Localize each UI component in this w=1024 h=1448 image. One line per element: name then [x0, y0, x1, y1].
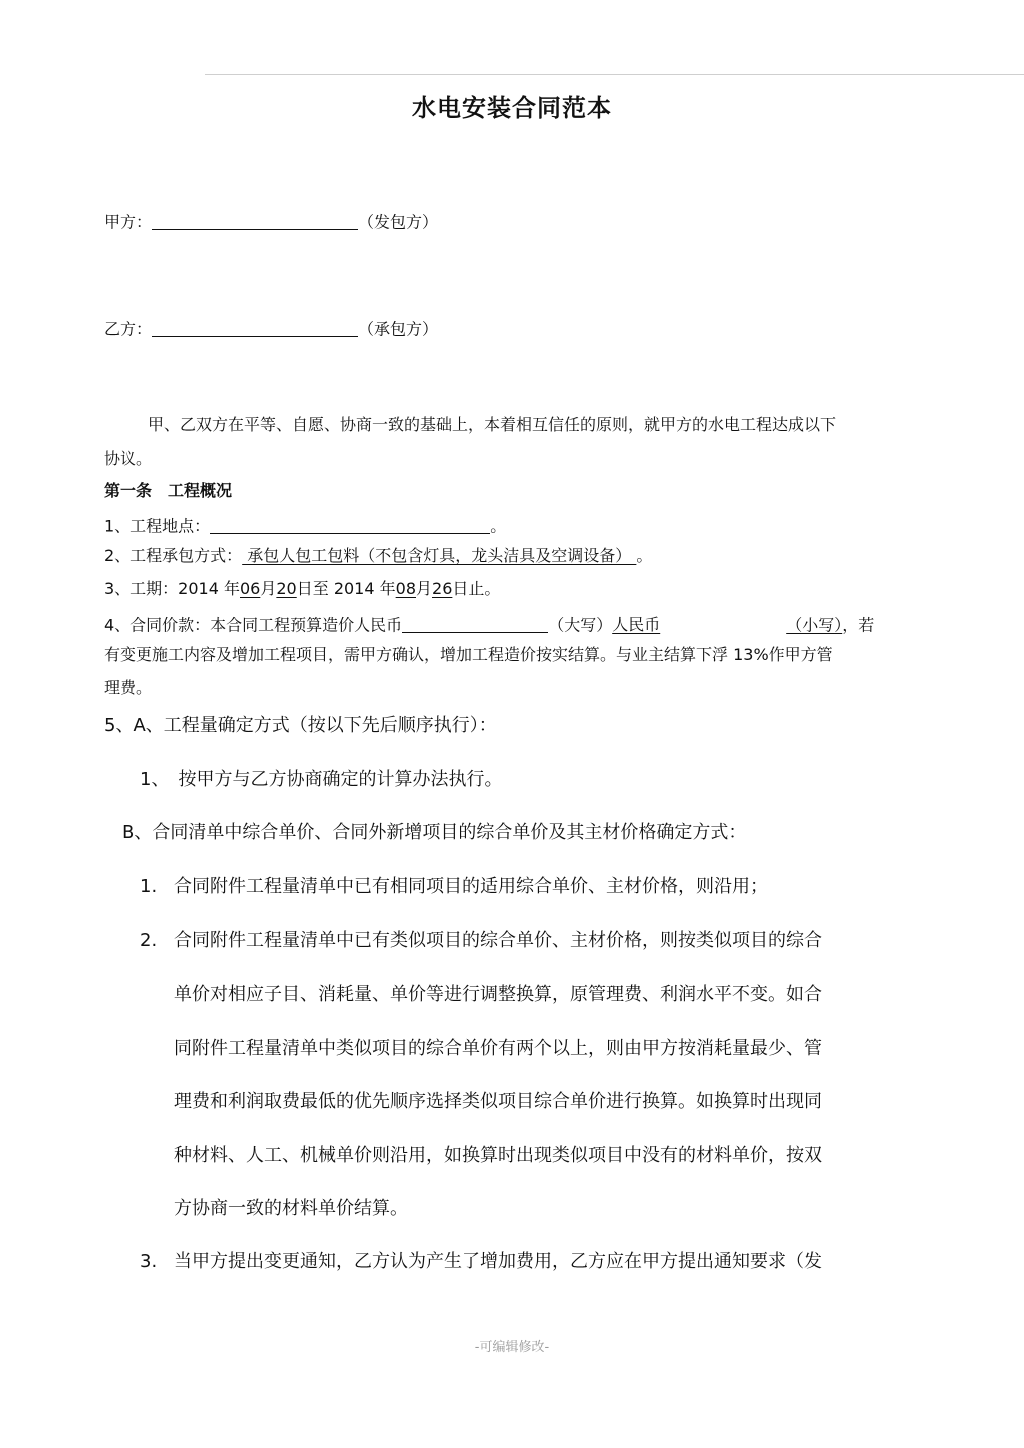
item-1-label: 1、工程地点： — [104, 516, 211, 536]
b-point-1 — [140, 878, 157, 896]
price-lowercase-field — [612, 617, 786, 633]
b-point-2-line: 合同附件工程量清单中已有类似项目的综合单价、主材价格，则按类似项目的综合 — [174, 930, 822, 951]
b-point-3-number: 3. — [140, 1251, 158, 1272]
price-uppercase-blank[interactable] — [402, 614, 548, 633]
intro-line-2: 协议。 — [104, 449, 153, 468]
party-a-line — [104, 211, 438, 230]
item-1-end: 。 — [490, 516, 507, 536]
item-4-line-2: 有变更施工内容及增加工程项目，需甲方确认，增加工程造价按实结算。与业主结算下浮 13%作甲方管 — [104, 645, 833, 664]
article-1-heading: 第一条 工程概况 — [104, 481, 233, 500]
contract-mode-value: 承包人包工包料（不包含灯具，龙头洁具及空调设备） — [242, 546, 637, 565]
page-footer: -可编辑修改- — [474, 1340, 550, 1355]
b-point-1-number: 1. — [140, 876, 158, 897]
item-2-contract-mode — [104, 548, 652, 564]
b-point-3-text: 当甲方提出变更通知，乙方认为产生了增加费用，乙方应在甲方提出通知要求（发 — [174, 1251, 822, 1272]
item-5a-point-1: 1、 按甲方与乙方协商确定的计算办法执行。 — [140, 769, 503, 790]
b-point-2-line: 单价对相应子目、消耗量、单价等进行调整换算，原管理费、利润水平不变。如合 — [174, 984, 822, 1005]
party-b-blank[interactable] — [152, 318, 358, 337]
party-a-role: （发包方） — [358, 212, 439, 232]
item-4-prefix: 4、合同价款：本合同工程预算造价人民币 — [104, 615, 403, 635]
location-blank[interactable] — [210, 515, 490, 534]
b-point-1-text: 合同附件工程量清单中已有相同项目的适用综合单价、主材价格，则沿用； — [174, 876, 768, 897]
item-3-month-label: 月 — [260, 579, 277, 598]
b-point-2-line: 理费和利润取费最低的优先顺序选择类似项目综合单价进行换算。如换算时出现同 — [174, 1091, 822, 1112]
item-3-to: 日至 2014 年 — [296, 579, 396, 598]
item-2-label: 2、工程承包方式： — [104, 546, 243, 565]
party-a-label: 甲方： — [104, 212, 153, 232]
lowercase-label: （小写） — [786, 615, 843, 635]
party-b-role: （承包方） — [358, 319, 439, 339]
item-1-location — [104, 515, 506, 534]
b-point-2-line: 种材料、人工、机械单价则沿用，如换算时出现类似项目中没有的材料单价，按双 — [174, 1145, 822, 1166]
item-3-prefix: 3、工期：2014 年 — [104, 579, 240, 598]
end-day: 26 — [432, 579, 453, 598]
uppercase-label: （大写） — [548, 615, 613, 635]
start-day: 20 — [276, 579, 297, 598]
party-b-label: 乙方： — [104, 319, 153, 339]
item-4-line-3: 理费。 — [104, 678, 153, 697]
rmb-label: 人民币 — [612, 615, 661, 635]
item-5a-heading: 5、A、工程量确定方式（按以下先后顺序执行）： — [104, 715, 497, 736]
item-3-duration — [104, 581, 500, 597]
item-2-end: 。 — [636, 546, 653, 565]
item-3-month-label-2: 月 — [416, 579, 433, 598]
item-5b-heading: B、合同清单中综合单价、合同外新增项目的综合单价及其主材价格确定方式： — [122, 822, 747, 843]
b-point-2-line: 同附件工程量清单中类似项目的综合单价有两个以上，则由甲方按消耗量最少、管 — [174, 1038, 822, 1059]
party-b-line — [104, 318, 438, 337]
item-4-tail: ，若 — [842, 615, 875, 635]
end-month: 08 — [395, 579, 416, 598]
start-month: 06 — [240, 579, 261, 598]
b-point-2-line: 方协商一致的材料单价结算。 — [174, 1198, 408, 1219]
document-title: 水电安装合同范本 — [412, 94, 612, 122]
header-rule — [205, 74, 1024, 75]
item-4-price — [104, 614, 874, 633]
intro-line-1: 甲、乙双方在平等、自愿、协商一致的基础上，本着相互信任的原则，就甲方的水电工程达成以下 — [148, 415, 837, 434]
party-a-blank[interactable] — [152, 211, 358, 230]
item-3-end: 日止。 — [452, 579, 501, 598]
b-point-2-number: 2. — [140, 930, 158, 951]
